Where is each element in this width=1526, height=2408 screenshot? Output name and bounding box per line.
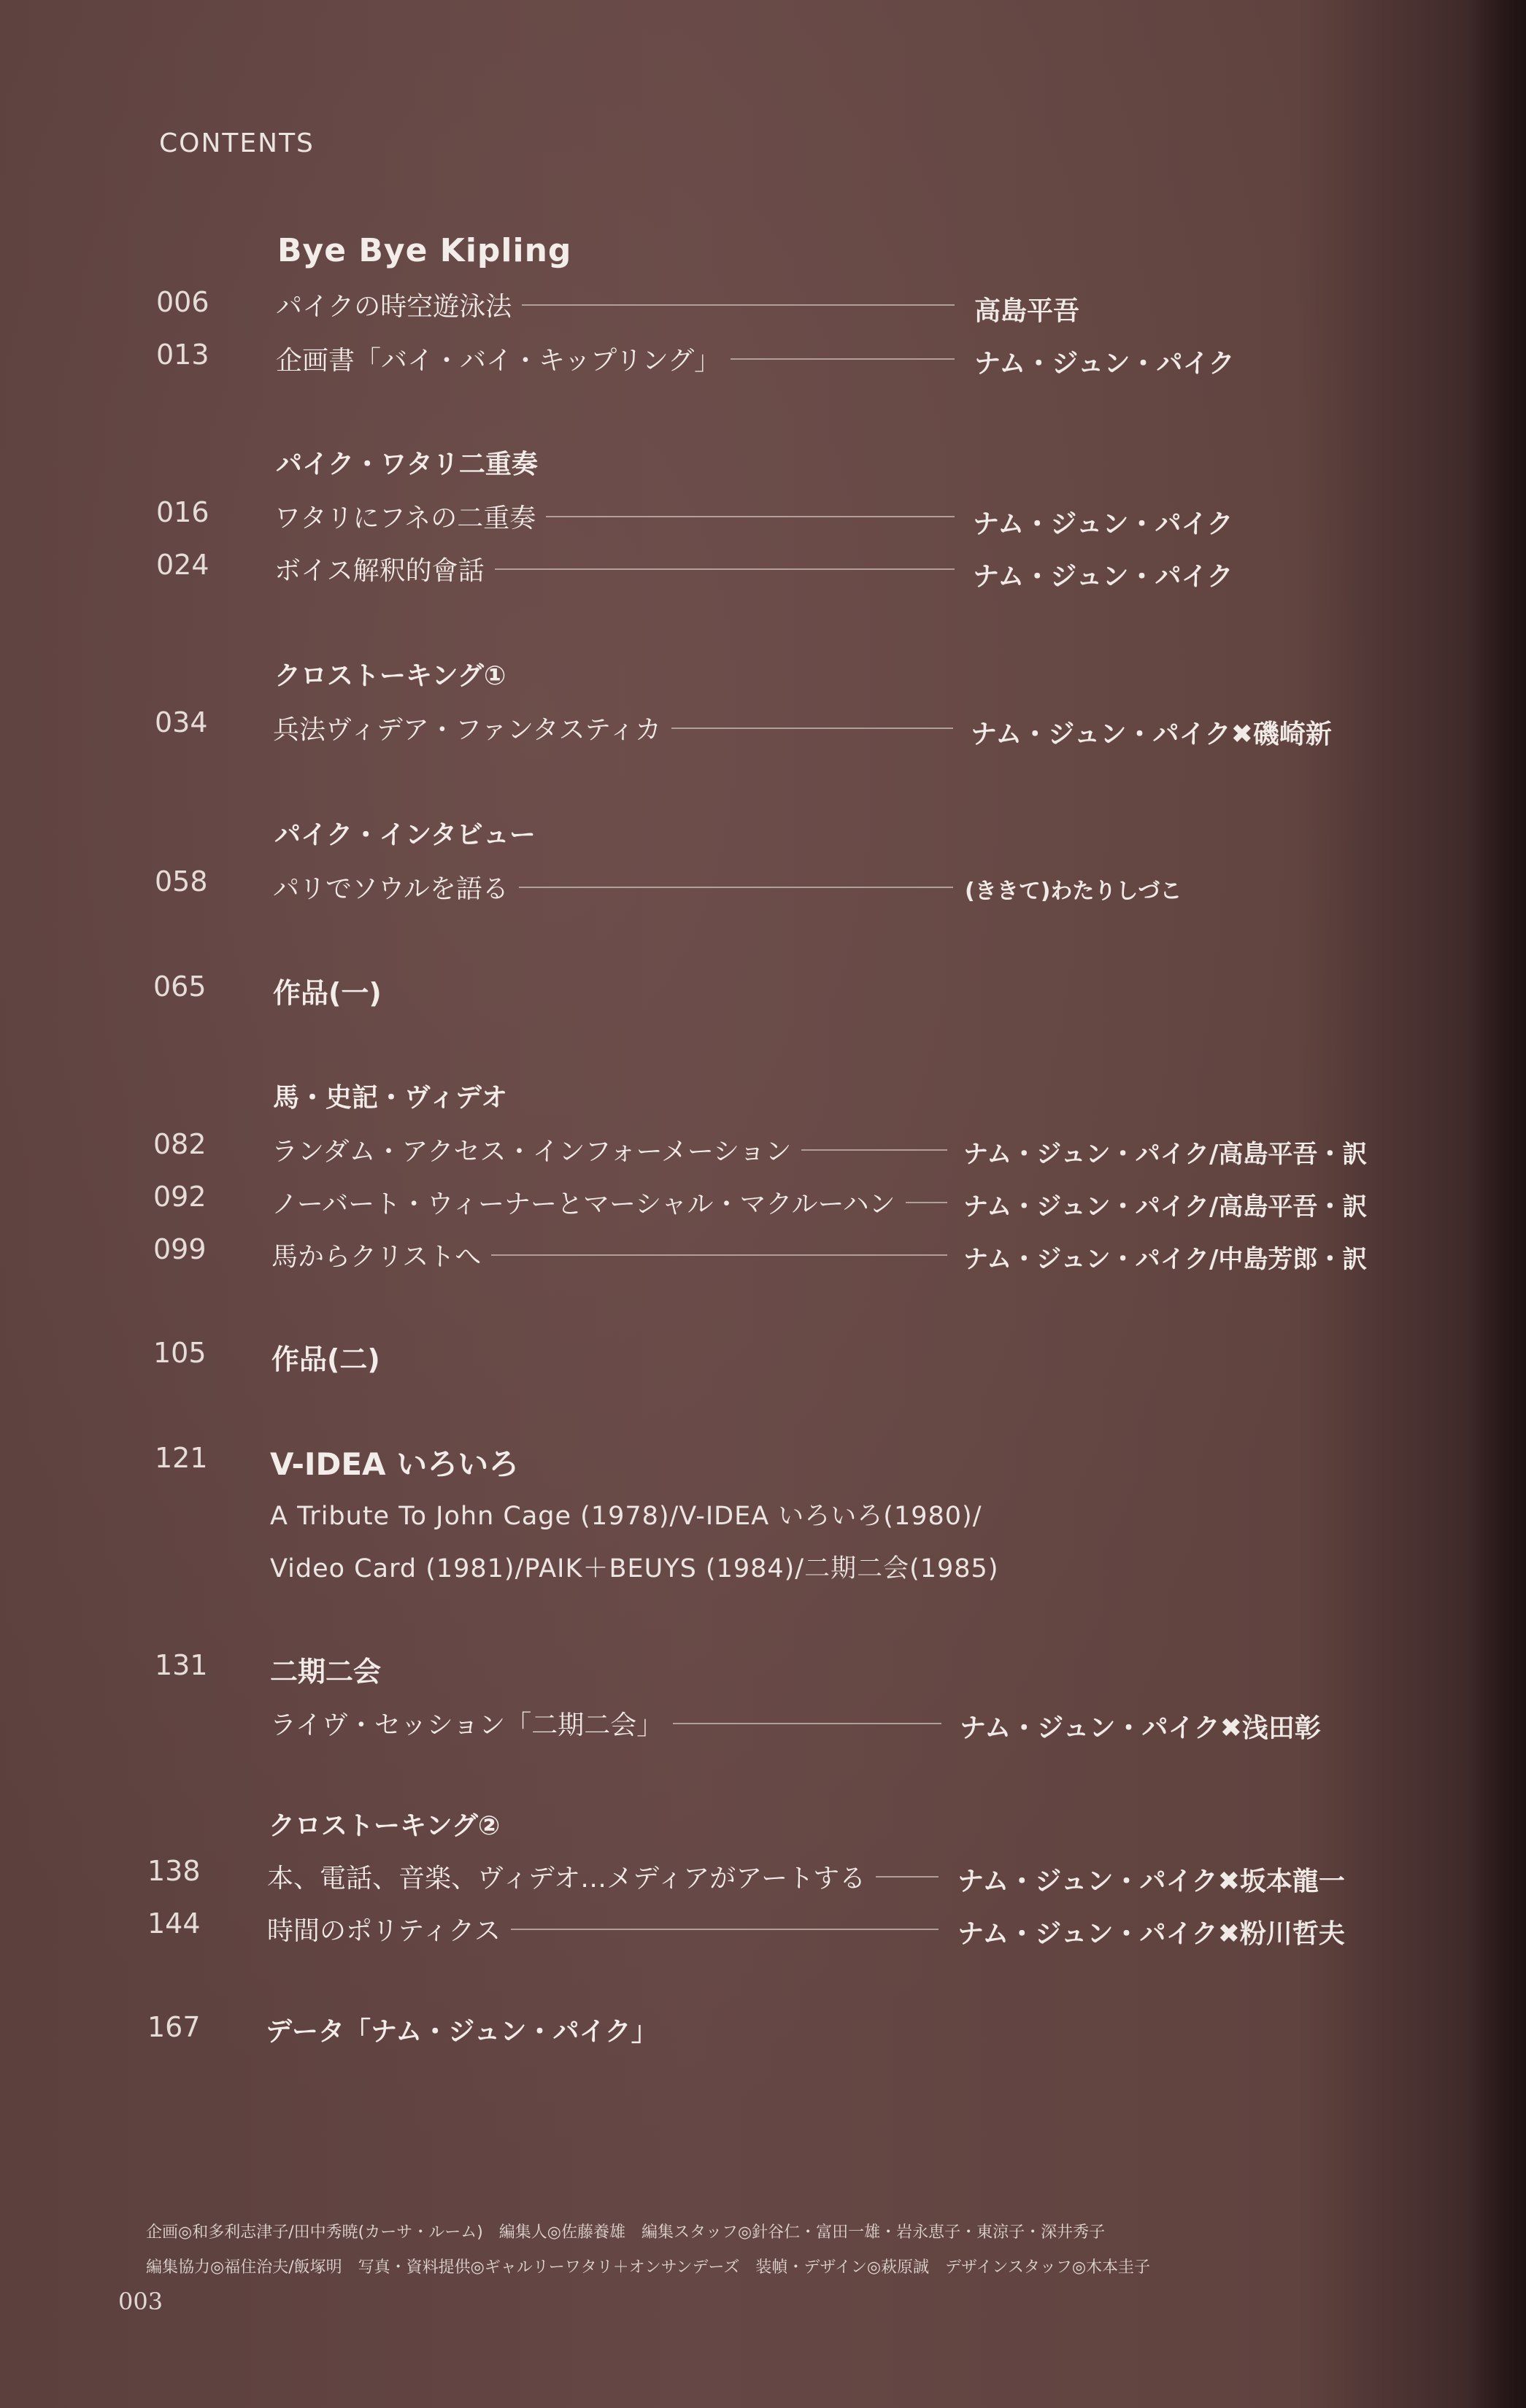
section-title-data-nam-june-paik[interactable]: データ「ナム・ジュン・パイク」 <box>266 2017 658 2047</box>
entry-title: 企画書「バイ・バイ・キップリング」 <box>276 346 721 376</box>
entry-author: ナム・ジュン・パイク✖浅田彰 <box>960 1713 1321 1743</box>
entry-page-number: 167 <box>147 2011 201 2043</box>
entry-page-number: 065 <box>153 970 207 1003</box>
v-idea-works-line: Video Card (1981)/PAIK＋BEUYS (1984)/二期二会(1985) <box>270 1554 999 1583</box>
leader-line <box>491 1254 947 1256</box>
credits-line: 企画◎和多利志津子/田中秀暁(カーサ・ルーム) 編集人◎佐藤養雄 編集スタッフ◎針谷仁・富田一雄・岩永恵子・東涼子・深井秀子 <box>146 2223 1106 2242</box>
v-idea-works-line: A Tribute To John Cage (1978)/V-IDEA いろいろ(1980)/ <box>270 1502 982 1531</box>
toc-entry[interactable] <box>276 340 969 377</box>
leader-line <box>511 1929 939 1930</box>
entry-title: ボイス解釈的會話 <box>274 556 485 586</box>
entry-page-number: 105 <box>153 1337 207 1369</box>
toc-entry[interactable] <box>271 1131 962 1168</box>
entry-author: ナム・ジュン・パイク <box>973 562 1233 592</box>
entry-author: ナム・ジュン・パイク/高島平吾・訳 <box>963 1192 1368 1222</box>
entry-author: ナム・ジュン・パイク✖坂本龍一 <box>957 1867 1345 1896</box>
leader-line <box>801 1149 947 1151</box>
credits-line: 編集協力◎福住治夫/飯塚明 写真・資料提供◎ギャルリーワタリ＋オンサンデーズ 装幀・デザイン◎萩原誠 デザインスタッフ◎木本圭子 <box>146 2258 1151 2277</box>
entry-page-number: 058 <box>155 865 208 898</box>
section-title-works-1[interactable]: 作品(一) <box>273 977 382 1009</box>
entry-page-number: 131 <box>155 1649 208 1681</box>
toc-entry[interactable] <box>273 868 968 906</box>
leader-line <box>522 304 955 306</box>
entry-author: (ききて)わたりしづこ <box>965 879 1182 904</box>
leader-line <box>519 887 953 888</box>
section-title-niki-nikai: 二期二会 <box>270 1656 382 1688</box>
section-title-works-2[interactable]: 作品(二) <box>271 1343 380 1375</box>
section-title-crosstalking-1: クロストーキング① <box>274 661 506 691</box>
entry-page-number: 013 <box>156 339 209 371</box>
toc-entry[interactable] <box>270 1705 956 1742</box>
entry-title: ノーバート・ウィーナーとマーシャル・マクルーハン <box>271 1189 895 1219</box>
entry-title: 時間のポリティクス <box>267 1916 501 1946</box>
contents-heading: CONTENTS <box>159 128 315 158</box>
entry-title: ランダム・アクセス・インフォーメーション <box>271 1137 792 1167</box>
entry-title: 本、電話、音楽、ヴィデオ…メディアがアートする <box>267 1864 866 1894</box>
entry-page-number: 092 <box>153 1181 207 1213</box>
section-title-paik-interview: パイク・インタビュー <box>274 820 536 850</box>
entry-author: ナム・ジュン・パイク <box>973 509 1233 539</box>
section-title-paik-watari: パイク・ワタリ二重奏 <box>276 449 538 479</box>
entry-page-number: 034 <box>155 706 208 738</box>
entry-title: ワタリにフネの二重奏 <box>274 503 536 533</box>
leader-line <box>671 728 953 729</box>
entry-page-number: 082 <box>153 1128 207 1160</box>
entry-author: ナム・ジュン・パイク✖磯崎新 <box>971 719 1332 749</box>
entry-author: ナム・ジュン・パイク/中島芳郎・訳 <box>963 1245 1368 1274</box>
entry-author: 高島平吾 <box>974 296 1080 326</box>
entry-page-number: 006 <box>156 286 209 318</box>
entry-title: 兵法ヴィデア・ファンタスティカ <box>273 715 662 745</box>
toc-entry[interactable] <box>267 1858 953 1895</box>
entry-page-number: 121 <box>155 1442 208 1474</box>
section-title-horse-shiki-video: 馬・史記・ヴィデオ <box>273 1083 508 1113</box>
entry-author: ナム・ジュン・パイク/高島平吾・訳 <box>963 1140 1368 1169</box>
toc-entry[interactable] <box>271 1236 962 1273</box>
section-title-bye-bye-kipling: Bye Bye Kipling <box>277 232 572 269</box>
entry-author: ナム・ジュン・パイク <box>974 349 1235 379</box>
entry-title: パイクの時空遊泳法 <box>276 292 512 322</box>
entry-page-number: 099 <box>153 1233 207 1265</box>
toc-entry[interactable] <box>271 1184 962 1221</box>
entry-title: パリでソウルを語る <box>273 874 509 904</box>
entry-page-number: 016 <box>156 496 209 528</box>
toc-entry[interactable] <box>273 709 968 746</box>
toc-entry[interactable] <box>267 1910 953 1948</box>
toc-entry[interactable] <box>274 550 969 587</box>
entry-page-number: 138 <box>147 1855 201 1887</box>
entry-page-number: 144 <box>147 1907 201 1940</box>
leader-line <box>495 568 955 570</box>
leader-line <box>546 516 955 517</box>
spine-shadow <box>1468 0 1526 2408</box>
leader-line <box>673 1723 941 1724</box>
section-title-v-idea[interactable]: V-IDEA いろいろ <box>270 1446 520 1482</box>
entry-author: ナム・ジュン・パイク✖粉川哲夫 <box>957 1919 1345 1949</box>
leader-line <box>906 1202 947 1203</box>
entry-title: ライヴ・セッション「二期二会」 <box>270 1710 663 1740</box>
section-title-crosstalking-2: クロストーキング② <box>269 1811 501 1841</box>
page-folio: 003 <box>118 2288 163 2315</box>
toc-entry[interactable] <box>276 286 969 323</box>
toc-entry[interactable] <box>274 498 969 535</box>
leader-line <box>731 358 955 360</box>
entry-page-number: 024 <box>156 549 209 581</box>
entry-title: 馬からクリストへ <box>271 1242 482 1272</box>
leader-line <box>876 1876 939 1878</box>
